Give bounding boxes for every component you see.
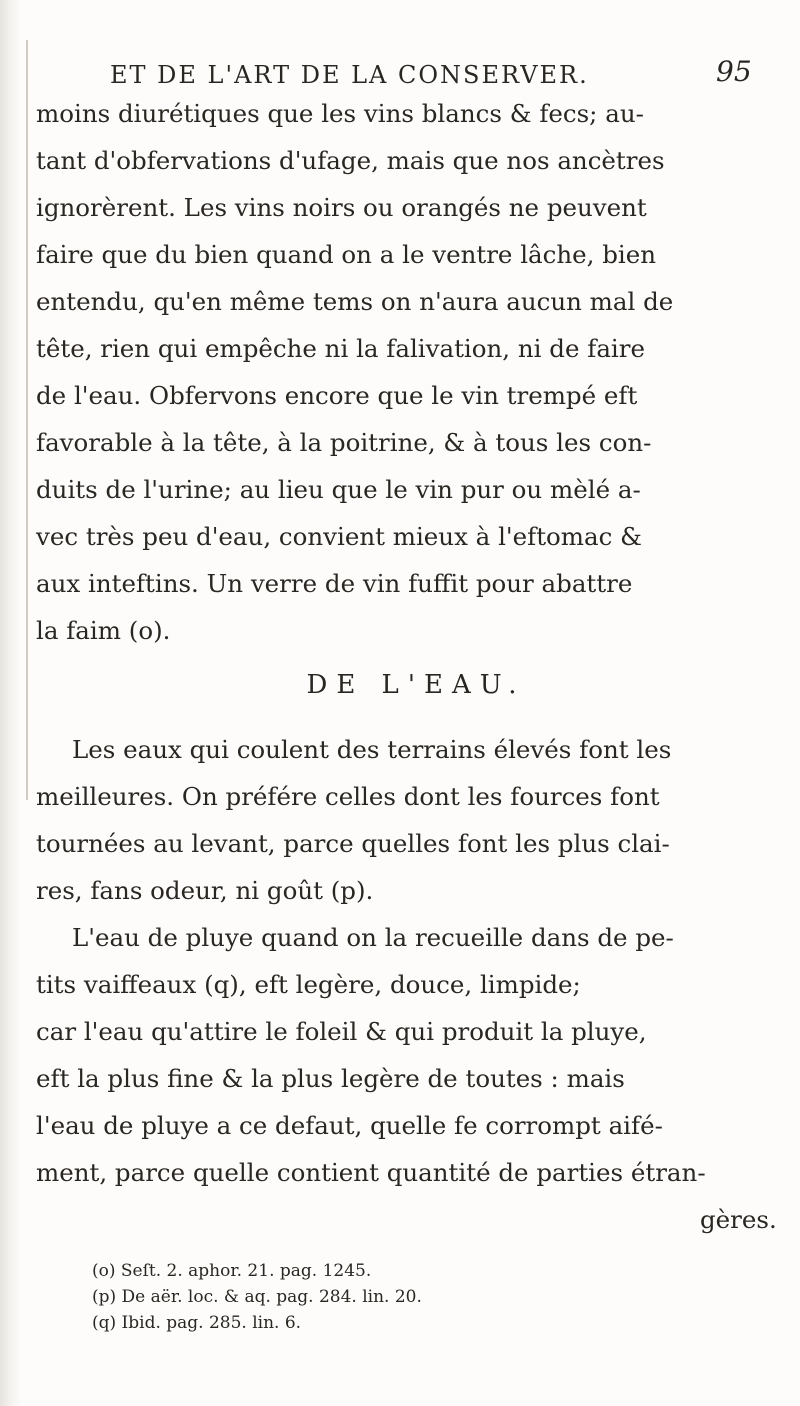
text-line: res, fans odeur, ni goût (p). [36, 876, 374, 905]
page-number: 95 [716, 55, 752, 88]
section-heading: DE L'EAU. [306, 670, 526, 700]
text-line: tête, rien qui empêche ni la falivation, ni de faire [36, 334, 645, 363]
page-header [0, 55, 800, 91]
footnote: (q) Ibid. pag. 285. lin. 6. [92, 1313, 302, 1333]
text-line: gères. [700, 1205, 777, 1234]
text-line: favorable à la tête, à la poitrine, & à tous les con- [36, 428, 652, 457]
binding-edge-line [26, 40, 28, 800]
text-line: de l'eau. Obfervons encore que le vin trempé eft [36, 381, 638, 410]
text-line: l'eau de pluye a ce defaut, quelle fe corrompt aifé- [36, 1111, 663, 1140]
text-line: moins diurétiques que les vins blancs & fecs; au- [36, 99, 644, 128]
running-head: ET DE L'ART DE LA CONSERVER. [110, 61, 589, 89]
footnote: (o) Seſt. 2. aphor. 21. pag. 1245. [92, 1261, 372, 1281]
text-line: vec très peu d'eau, convient mieux à l'eftomac & [36, 522, 642, 551]
text-line: meilleures. On préfére celles dont les fources font [36, 782, 660, 811]
text-line: ment, parce quelle contient quantité de parties étran- [36, 1158, 706, 1187]
footnote: (p) De aër. loc. & aq. pag. 284. lin. 20. [92, 1287, 422, 1307]
text-line: aux inteftins. Un verre de vin fuffit pour abattre [36, 569, 633, 598]
text-line: faire que du bien quand on a le ventre lâche, bien [36, 240, 657, 269]
text-line: car l'eau qu'attire le foleil & qui produit la pluye, [36, 1017, 647, 1046]
text-line: ignorèrent. Les vins noirs ou orangés ne peuvent [36, 193, 647, 222]
text-line: tournées au levant, parce quelles font les plus clai- [36, 829, 670, 858]
text-line: eft la plus fine & la plus legère de toutes : mais [36, 1064, 625, 1093]
text-line: L'eau de pluye quand on la recueille dans de pe- [72, 923, 674, 952]
text-line: tant d'obfervations d'ufage, mais que nos ancètres [36, 146, 665, 175]
page-gutter-shadow [0, 0, 22, 1406]
text-line: tits vaiffeaux (q), eft legère, douce, limpide; [36, 970, 581, 999]
text-line: duits de l'urine; au lieu que le vin pur ou mèlé a- [36, 475, 641, 504]
text-line: la faim (o). [36, 616, 171, 645]
text-line: entendu, qu'en même tems on n'aura aucun mal de [36, 287, 674, 316]
text-line: Les eaux qui coulent des terrains élevés font les [72, 735, 672, 764]
